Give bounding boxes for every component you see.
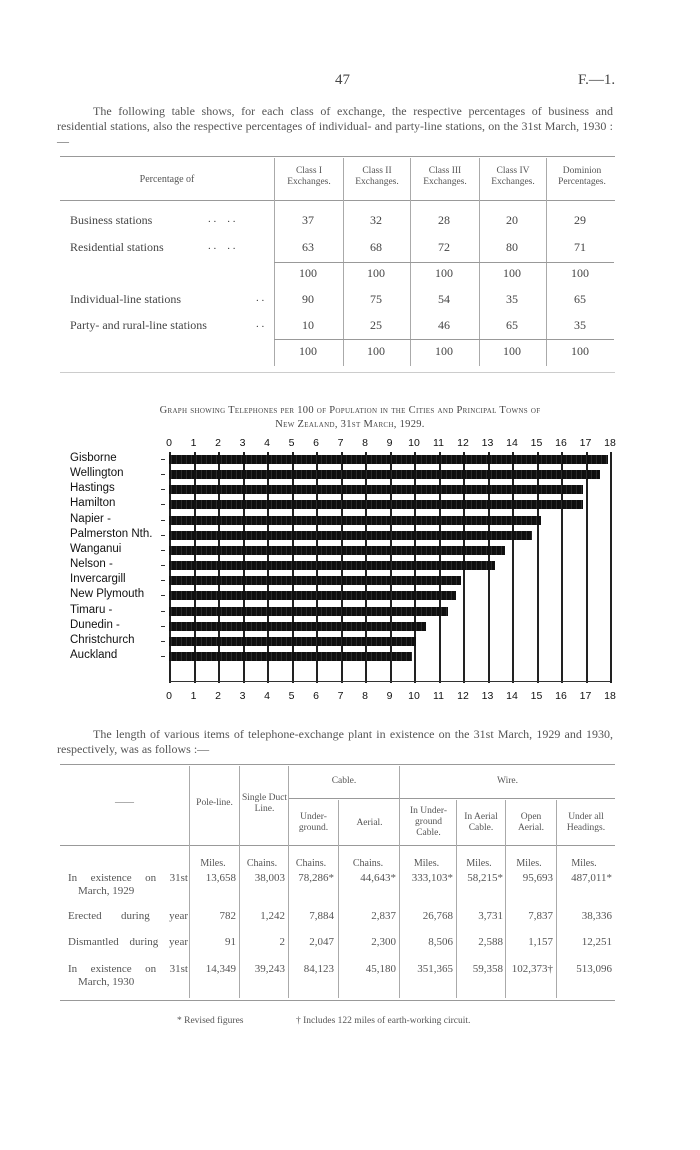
plant-cell: 12,251 xyxy=(581,936,612,948)
plant-cell: 2,300 xyxy=(371,936,396,948)
pct-cell: 75 xyxy=(370,292,382,306)
chart-category-label: Hastings xyxy=(70,482,115,495)
chart-top-tick-label: 13 xyxy=(481,437,494,449)
chart-top-tick-label: 18 xyxy=(604,437,616,449)
pct-cell: 35 xyxy=(574,318,586,332)
pct-cell: 32 xyxy=(370,213,382,227)
plant-cell: 351,365 xyxy=(417,963,453,975)
chart-bar xyxy=(169,652,412,661)
chart-category-tick xyxy=(161,626,165,627)
plant-cell: 78,286* xyxy=(298,872,334,884)
pct-header-class4: Class IV Exchanges. xyxy=(491,166,535,187)
graph-title xyxy=(40,404,660,432)
chart-category-tick xyxy=(161,611,165,612)
chart-category-tick xyxy=(161,565,165,566)
chart-x-axis-line xyxy=(169,681,610,682)
chart-top-tick-label: 10 xyxy=(408,437,420,449)
plant-cell: 38,336 xyxy=(581,910,612,922)
chart-top-tick-label: 8 xyxy=(362,437,368,449)
plant-cell: 2,047 xyxy=(309,936,334,948)
chart-top-tick-label: 6 xyxy=(313,437,319,449)
pct-cell: 29 xyxy=(574,213,586,227)
plant-cell: 13,658 xyxy=(205,872,236,884)
pct-cell: 100 xyxy=(435,344,453,358)
chart-top-tick-label: 3 xyxy=(239,437,246,449)
plant-unit-label: Chains. xyxy=(352,858,384,869)
chart-category-label: Wanganui xyxy=(70,542,122,555)
plant-cell: 26,768 xyxy=(422,910,453,922)
chart-bar xyxy=(169,470,600,479)
chart-top-tick-label: 14 xyxy=(506,437,518,449)
plant-cell: 45,180 xyxy=(365,963,396,975)
chart-top-tick-label: 16 xyxy=(555,437,567,449)
chart-category-tick xyxy=(161,550,165,551)
pct-cell: 10 xyxy=(302,318,314,332)
chart-bottom-tick-label: 15 xyxy=(530,690,543,702)
pct-row-leader-dots: . . . . xyxy=(208,213,236,225)
pct-cell: 100 xyxy=(299,344,317,358)
plant-unit-label: Chains. xyxy=(246,858,278,869)
plant-cell: 84,123 xyxy=(303,963,334,975)
pct-row-label: Business stations xyxy=(70,213,153,227)
footnote-includes: † Includes 122 miles of earth-working circuit. xyxy=(296,1016,471,1026)
plant-cell: 487,011* xyxy=(571,872,612,884)
chart-category-label: Auckland xyxy=(70,648,118,661)
chart-category-label: Dunedin - xyxy=(70,618,120,631)
plant-header-blank: —— xyxy=(115,798,134,808)
chart-bottom-tick-label: 13 xyxy=(481,690,494,702)
plant-unit-label: Miles. xyxy=(200,858,226,869)
plant-cell: 2,588 xyxy=(478,936,503,948)
pct-cell: 37 xyxy=(302,213,314,227)
chart-top-tick-label: 7 xyxy=(337,437,344,449)
pct-cell: 100 xyxy=(503,344,521,358)
chart-bottom-tick-label: 1 xyxy=(190,690,197,702)
plant-row-label-continued: March, 1930 xyxy=(78,976,135,988)
plant-header-wire: Wire. xyxy=(497,776,518,786)
pct-cell: 25 xyxy=(370,318,382,332)
plant-header-underground: Under-ground. xyxy=(298,812,329,833)
chart-bottom-tick-label: 0 xyxy=(166,690,172,702)
chart-category-tick xyxy=(161,489,165,490)
pct-cell: 65 xyxy=(506,318,518,332)
plant-header-in-aerial-cable: In Aerial Cable. xyxy=(464,812,498,833)
chart-bottom-tick-label: 7 xyxy=(337,690,344,702)
chart-category-label: Christchurch xyxy=(70,633,135,646)
chart-bar xyxy=(169,637,416,646)
chart-bar xyxy=(169,516,541,525)
chart-bar xyxy=(169,622,426,631)
plant-row-label: Dismantled during year xyxy=(68,936,188,948)
plant-cell: 333,103* xyxy=(411,872,453,884)
plant-cell: 7,837 xyxy=(528,910,553,922)
plant-cell: 1,157 xyxy=(528,936,553,948)
pct-header-class3: Class III Exchanges. xyxy=(423,166,467,187)
intro-paragraph-1: The following table shows, for each class of exchange, the respective percentages of business and residential stations, also the respective percentages of individual- and party-line stations, on the 31st March, 1930 :— xyxy=(57,104,613,148)
chart-category-tick xyxy=(161,535,165,536)
plant-cell: 513,096 xyxy=(576,963,612,975)
chart-category-label: Invercargill xyxy=(70,573,126,586)
plant-cell: 14,349 xyxy=(205,963,236,975)
pct-row-leader-dots: . . . . xyxy=(208,240,236,252)
plant-cell: 2 xyxy=(279,936,285,948)
chart-bottom-tick-label: 14 xyxy=(506,690,518,702)
pct-cell: 20 xyxy=(506,213,518,227)
graph-title-line1: Graph showing Telephones per 100 of Population in the Cities and Principal Towns of xyxy=(159,405,541,416)
chart-bar xyxy=(169,500,583,509)
chart-top-tick-label: 9 xyxy=(386,437,393,449)
plant-cell: 38,003 xyxy=(254,872,285,884)
pct-cell: 54 xyxy=(438,292,450,306)
chart-top-tick-label: 17 xyxy=(579,437,592,449)
chart-top-tick-label: 5 xyxy=(288,437,295,449)
plant-cell: 58,215* xyxy=(467,872,503,884)
chart-top-tick-label: 0 xyxy=(166,437,172,449)
chart-bar xyxy=(169,546,505,555)
chart-bottom-tick-label: 10 xyxy=(408,690,420,702)
pct-header-label: Percentage of xyxy=(139,174,195,185)
chart-bar xyxy=(169,455,608,464)
chart-bar xyxy=(169,607,448,616)
chart-category-tick xyxy=(161,656,165,657)
pct-cell: 65 xyxy=(574,292,586,306)
chart-top-tick-label: 2 xyxy=(215,437,221,449)
chart-category-label: Napier - xyxy=(70,512,111,525)
pct-header-class2: Class II Exchanges. xyxy=(355,166,399,187)
plant-header-all-headings: Under all Headings. xyxy=(566,812,606,833)
chart-bottom-tick-label: 16 xyxy=(555,690,567,702)
plant-unit-label: Miles. xyxy=(571,858,597,869)
chart-category-tick xyxy=(161,459,165,460)
chart-bottom-tick-label: 5 xyxy=(288,690,295,702)
chart-bar xyxy=(169,591,456,600)
plant-header-cable: Cable. xyxy=(331,776,357,786)
footnote-revised: * Revised figures xyxy=(177,1016,244,1026)
plant-cell: 39,243 xyxy=(254,963,285,975)
plant-unit-label: Miles. xyxy=(413,858,440,869)
plant-unit-label: Chains. xyxy=(295,858,327,869)
chart-gridline xyxy=(610,452,612,683)
pct-cell: 100 xyxy=(367,344,385,358)
pct-cell: 80 xyxy=(506,240,518,254)
chart-bottom-tick-label: 6 xyxy=(313,690,319,702)
plant-header-in-underground-cable: In Under-ground Cable. xyxy=(409,806,447,838)
chart-bottom-tick-label: 9 xyxy=(386,690,393,702)
plant-cell: 1,242 xyxy=(260,910,285,922)
pct-cell: 72 xyxy=(438,240,450,254)
chart-top-tick-label: 12 xyxy=(457,437,469,449)
chart-bottom-tick-label: 2 xyxy=(215,690,221,702)
chart-category-label: Timaru - xyxy=(70,603,113,616)
plant-cell: 59,358 xyxy=(472,963,503,975)
chart-bottom-tick-label: 18 xyxy=(604,690,616,702)
plant-cell: 3,731 xyxy=(478,910,503,922)
pct-header-class1: Class I Exchanges. xyxy=(287,166,331,187)
pct-cell: 100 xyxy=(503,266,521,280)
pct-cell: 68 xyxy=(370,240,382,254)
pct-cell: 100 xyxy=(435,266,453,280)
chart-top-tick-label: 15 xyxy=(530,437,543,449)
chart-bottom-tick-label: 8 xyxy=(362,690,368,702)
plant-cell: 7,884 xyxy=(309,910,334,922)
chart-category-label: Nelson - xyxy=(70,558,113,571)
chart-top-tick-label: 11 xyxy=(433,437,444,449)
plant-cell: 782 xyxy=(219,910,236,922)
chart-category-tick xyxy=(161,580,165,581)
chart-top-tick-label: 4 xyxy=(264,437,270,449)
pct-cell: 35 xyxy=(506,292,518,306)
pct-cell: 100 xyxy=(367,266,385,280)
chart-category-tick xyxy=(161,520,165,521)
pct-row-label: Individual-line stations xyxy=(70,292,181,306)
chart-category-label: Wellington xyxy=(70,467,124,480)
plant-cell: 95,693 xyxy=(522,872,553,884)
graph-title-line2: New Zealand, 31st March, 1929. xyxy=(275,419,425,430)
chart-category-tick xyxy=(161,641,165,642)
chart-category-tick xyxy=(161,474,165,475)
pct-row-leader-dots: . . xyxy=(256,318,265,330)
plant-row-label: Erected during year xyxy=(68,910,188,922)
plant-row-label: In existence on 31st xyxy=(68,963,188,975)
chart-bottom-tick-label: 11 xyxy=(433,690,444,702)
chart-top-tick-label: 1 xyxy=(190,437,197,449)
plant-header-open-aerial: Open Aerial. xyxy=(517,812,545,833)
plant-cell: 8,506 xyxy=(428,936,453,948)
pct-cell: 28 xyxy=(438,213,450,227)
chart-category-label: Palmerston Nth. xyxy=(70,527,153,540)
plant-cell: 102,373† xyxy=(511,963,553,975)
pct-row-leader-dots: . . xyxy=(256,292,265,304)
plant-row-label-continued: March, 1929 xyxy=(78,885,135,897)
chart-bar xyxy=(169,531,532,540)
chart-bottom-tick-label: 17 xyxy=(579,690,592,702)
chart-bar xyxy=(169,561,495,570)
pct-cell: 90 xyxy=(302,292,314,306)
chart-category-label: Hamilton xyxy=(70,497,116,510)
pct-header-dominion: Dominion Percentages. xyxy=(558,166,606,187)
plant-unit-label: Miles. xyxy=(516,858,542,869)
plant-header-pole-line: Pole-line. xyxy=(196,798,233,808)
plant-unit-label: Miles. xyxy=(466,858,492,869)
chart-category-tick xyxy=(161,504,165,505)
plant-cell: 44,643* xyxy=(360,872,396,884)
document-reference: F.—1. xyxy=(578,72,616,88)
chart-bottom-tick-label: 4 xyxy=(264,690,270,702)
plant-cell: 2,837 xyxy=(371,910,396,922)
pct-cell: 46 xyxy=(438,318,450,332)
pct-row-label: Residential stations xyxy=(70,240,164,254)
pct-cell: 63 xyxy=(302,240,314,254)
plant-header-aerial: Aerial. xyxy=(356,818,383,828)
pct-cell: 100 xyxy=(299,266,317,280)
pct-cell: 71 xyxy=(574,240,586,254)
plant-row-label: In existence on 31st xyxy=(68,872,188,884)
chart-gridline xyxy=(586,452,588,683)
pct-cell: 100 xyxy=(571,344,589,358)
chart-bottom-tick-label: 3 xyxy=(239,690,246,702)
page-number: 47 xyxy=(335,72,350,88)
chart-category-label: Gisborne xyxy=(70,452,117,464)
plant-header-single-duct: Single Duct Line. xyxy=(241,793,288,814)
intro-paragraph-2: The length of various items of telephone-exchange plant in existence on the 31st March, 1929 and 1930, respectively, was as follows :— xyxy=(57,727,613,756)
pct-cell: 100 xyxy=(571,266,589,280)
chart-bar xyxy=(169,576,461,585)
chart-bar xyxy=(169,485,583,494)
plant-cell: 91 xyxy=(225,936,236,948)
chart-category-label: New Plymouth xyxy=(70,588,145,601)
chart-bottom-tick-label: 12 xyxy=(457,690,469,702)
pct-row-label: Party- and rural-line stations xyxy=(70,318,207,332)
chart-category-tick xyxy=(161,595,165,596)
